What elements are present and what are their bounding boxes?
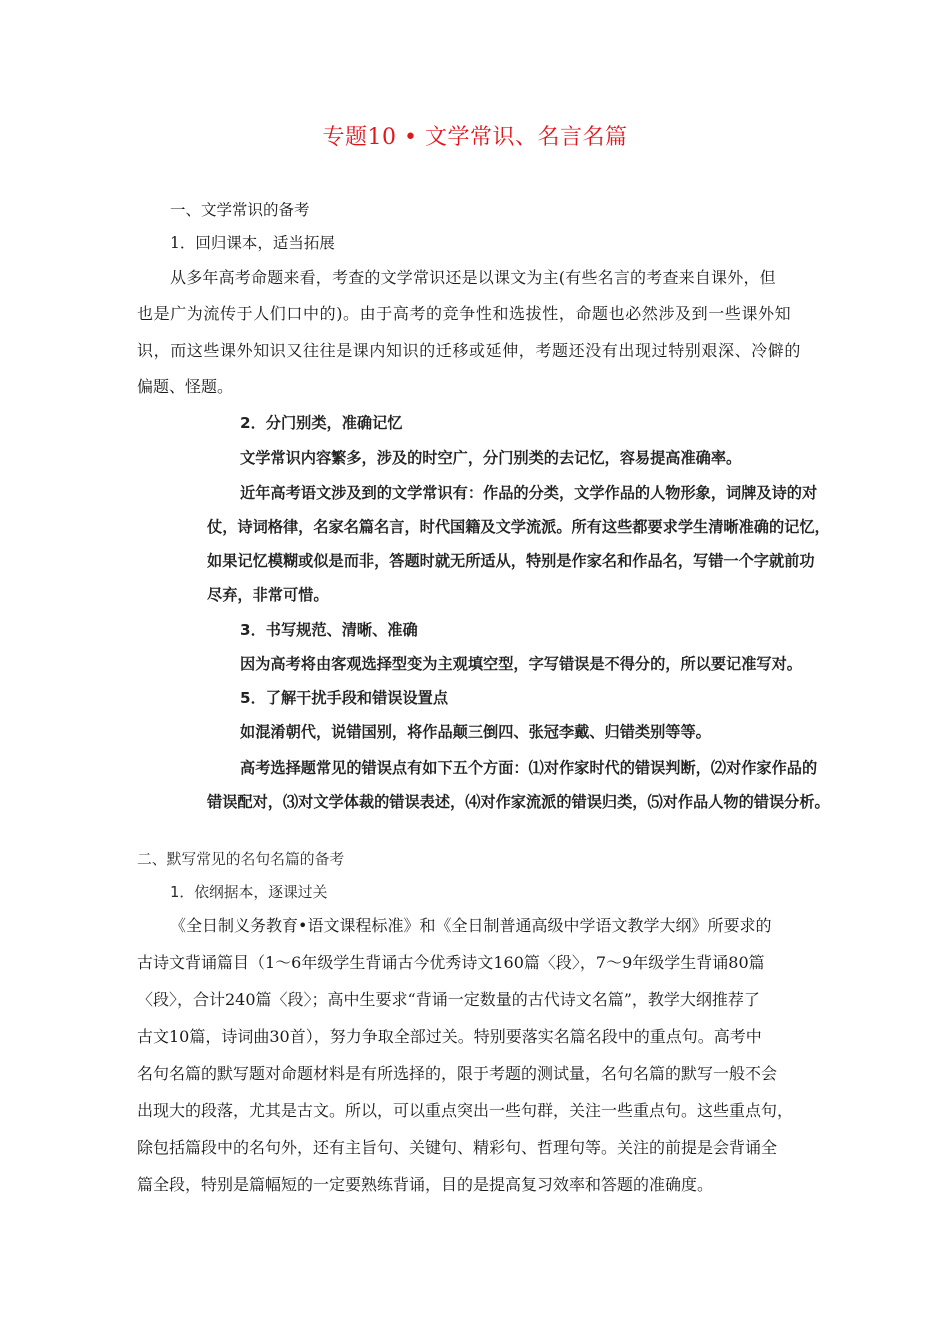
section1-para3-line: 仗，诗词格律，名家名篇名言，时代国籍及文学流派。所有这些都要求学生清晰准确的记忆， [207,518,830,536]
section1-sub2-heading: 2．分门别类，准确记忆 [240,414,403,432]
section2-para1-line: 〈段〉，合计240篇〈段〉；高中生要求“背诵一定数量的古代诗文名篇”，教学大纲推荐了 [137,990,760,1009]
section1-para2: 文学常识内容繁多，涉及的时空广，分门别类的去记忆，容易提高准确率。 [240,449,742,467]
section1-sub3-heading: 3．书写规范、清晰、准确 [240,621,418,639]
section1-para1-line: 识，而这些课外知识又往往是课内知识的迁移或延伸，考题还没有出现过特别艰深、冷僻的 [137,341,802,360]
section1-heading: 一、文学常识的备考 [170,201,310,219]
section2-para1-line: 名句名篇的默写题对命题材料是有所选择的，限于考题的测试量，名句名篇的默写一般不会 [137,1064,778,1083]
section1-para6-line: 高考选择题常见的错误点有如下五个方面：⑴对作家时代的错误判断，⑵对作家作品的 [240,759,818,777]
section1-para4: 因为高考将由客观选择型变为主观填空型，字写错误是不得分的，所以要记准写对。 [240,655,802,673]
section2-heading: 二、默写常见的名句名篇的备考 [137,851,345,868]
section1-para3-line: 近年高考语文涉及到的文学常识有：作品的分类，文学作品的人物形象，词牌及诗的对 [240,484,818,502]
section1-para5: 如混淆朝代，说错国别，将作品颠三倒四、张冠李戴、归错类别等等。 [240,723,711,741]
section1-para1-line: 偏题、怪题。 [137,377,234,396]
section1-sub5-heading: 5．了解干扰手段和错误设置点 [240,689,449,707]
section1-para6-line: 错误配对，⑶对文学体裁的错误表述，⑷对作家流派的错误归类，⑸对作品人物的错误分析。 [207,793,830,811]
section1-sub1-heading: 1．回归课本，适当拓展 [170,234,335,252]
section2-para1-line: 出现大的段落，尤其是古文。所以，可以重点突出一些句群，关注一些重点句。这些重点句， [137,1101,794,1120]
section2-para1-line: 古文10篇，诗词曲30首），努力争取全部过关。特别要落实名篇名段中的重点句。高考中 [137,1027,762,1046]
section2-para1-line: 古诗文背诵篇目（1～6年级学生背诵古今优秀诗文160篇〈段〉，7～9年级学生背诵80篇 [137,953,765,972]
page-title: 专题10 • 文学常识、名言名篇 [322,125,628,150]
section1-para1-line: 从多年高考命题来看，考查的文学常识还是以课文为主(有些名言的考查来自课外，但 [170,268,776,287]
section2-sub1-heading: 1．依纲据本，逐课过关 [170,884,328,901]
section2-para1-line: 除包括篇段中的名句外，还有主旨句、关键句、精彩句、哲理句等。关注的前提是会背诵全 [137,1138,778,1157]
section1-para3-line: 如果记忆模糊或似是而非，答题时就无所适从，特别是作家名和作品名，写错一个字就前功 [207,552,815,570]
section1-para3-line: 尽弃，非常可惜。 [207,586,329,604]
section2-para1-line: 《全日制义务教育•语文课程标准》和《全日制普通高级中学语文教学大纲》所要求的 [170,916,772,935]
section2-para1-line: 篇全段，特别是篇幅短的一定要熟练背诵，目的是提高复习效率和答题的准确度。 [137,1175,714,1194]
section1-para1-line: 也是广为流传于人们口中的)。由于高考的竞争性和选拔性，命题也必然涉及到一些课外知 [137,304,792,323]
